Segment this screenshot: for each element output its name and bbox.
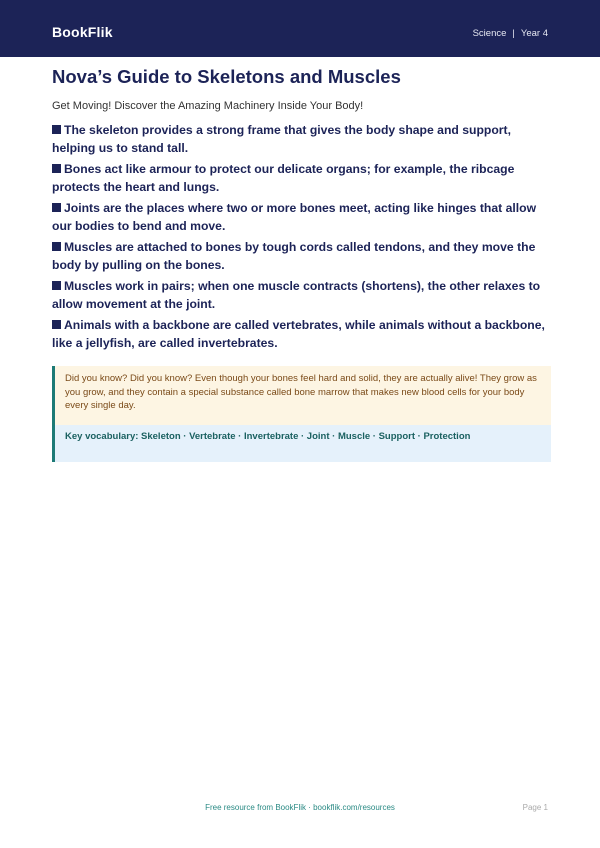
meta-separator: | — [512, 28, 515, 39]
fact-text: Muscles work in pairs; when one muscle contracts (shortens), the other relaxes to allow movement at the joint. — [52, 279, 541, 311]
fact-item — [52, 316, 548, 352]
brand-logo[interactable]: BookFlik — [52, 24, 113, 40]
page-subtitle: Get Moving! Discover the Amazing Machinery Inside Your Body! — [52, 100, 364, 112]
square-bullet-icon — [52, 281, 61, 290]
fact-text: Bones act like armour to protect our delicate organs; for example, the ribcage protects the heart and lungs. — [52, 162, 515, 194]
subject-label: Science — [472, 28, 507, 39]
header-meta — [473, 28, 548, 39]
fact-text: The skeleton provides a strong frame that gives the body shape and support, helping us to stand tall. — [52, 123, 511, 155]
fact-text: Animals with a backbone are called vertebrates, while animals without a backbone, like a jellyfish, are called invertebrates. — [52, 318, 545, 350]
fact-item — [52, 199, 548, 235]
page-header — [0, 0, 600, 57]
square-bullet-icon — [52, 164, 61, 173]
fact-item — [52, 121, 548, 157]
square-bullet-icon — [52, 242, 61, 251]
info-callout — [52, 366, 551, 462]
page-number: Page 1 — [522, 803, 548, 812]
fact-item — [52, 277, 548, 313]
fact-text: Joints are the places where two or more bones meet, acting like hinges that allow our bodies to bend and move. — [52, 201, 537, 233]
square-bullet-icon — [52, 125, 61, 134]
year-label: Year 4 — [520, 28, 548, 39]
page-title: Nova’s Guide to Skeletons and Muscles — [52, 66, 401, 87]
fact-item — [52, 160, 548, 196]
square-bullet-icon — [52, 203, 61, 212]
footer-source-link[interactable]: Free resource from BookFlik · bookflik.com/resources — [205, 803, 395, 812]
square-bullet-icon — [52, 320, 61, 329]
key-vocabulary-box: Key vocabulary: Skeleton · Vertebrate · Invertebrate · Joint · Muscle · Support · Protection — [55, 425, 551, 462]
fact-text: Muscles are attached to bones by tough cords called tendons, and they move the body by pulling on the bones. — [52, 240, 536, 272]
fact-item — [52, 238, 548, 274]
fact-list — [52, 121, 548, 355]
did-you-know-box: Did you know? Did you know? Even though your bones feel hard and solid, they are actually alive! They grow as you grow, and they contain a special substance called bone marrow that makes new blood cells for your body every single day. — [55, 366, 551, 425]
